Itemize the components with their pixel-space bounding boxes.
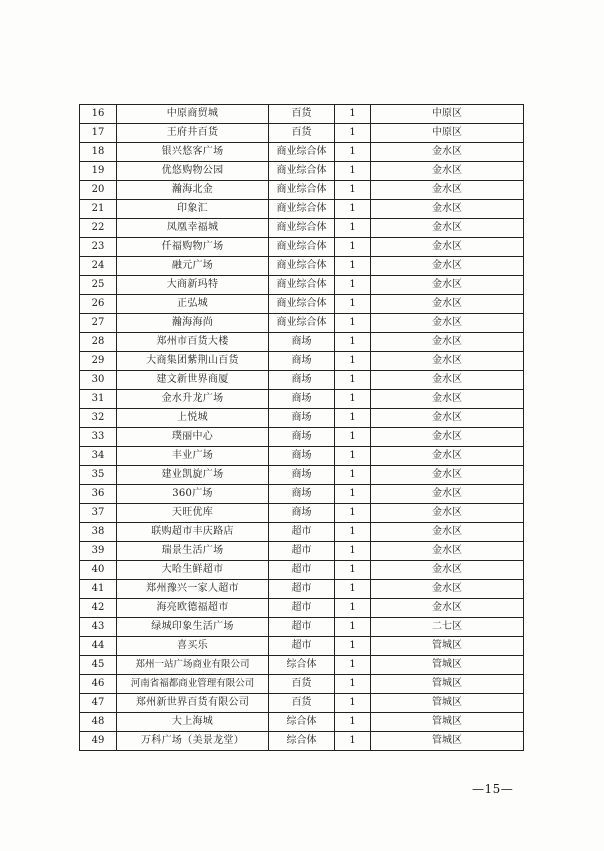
table-row — [80, 542, 524, 561]
store-name-cell: 喜买乐 — [117, 637, 269, 656]
district-cell: 金水区 — [371, 143, 524, 162]
row-number-cell: 48 — [80, 713, 117, 732]
count-cell: 1 — [335, 675, 371, 694]
row-number-cell: 21 — [80, 200, 117, 219]
district-cell: 金水区 — [371, 238, 524, 257]
district-cell: 金水区 — [371, 504, 524, 523]
store-name-cell: 大哈生鲜超市 — [117, 561, 269, 580]
row-number-cell: 33 — [80, 428, 117, 447]
row-number-cell: 18 — [80, 143, 117, 162]
table-row — [80, 618, 524, 637]
row-number-cell: 49 — [80, 732, 117, 751]
district-cell: 金水区 — [371, 181, 524, 200]
store-name-cell: 万科广场（美景龙堂） — [117, 732, 269, 751]
district-cell: 中原区 — [371, 124, 524, 143]
store-name-cell: 郑州新世界百货有限公司 — [117, 694, 269, 713]
count-cell: 1 — [335, 637, 371, 656]
store-type-cell: 商场 — [269, 390, 335, 409]
store-type-cell: 综合体 — [269, 732, 335, 751]
row-number-cell: 30 — [80, 371, 117, 390]
row-number-cell: 38 — [80, 523, 117, 542]
table-body — [80, 105, 524, 751]
table-row — [80, 181, 524, 200]
store-type-cell: 百货 — [269, 124, 335, 143]
store-type-cell: 商场 — [269, 466, 335, 485]
count-cell: 1 — [335, 390, 371, 409]
store-type-cell: 商业综合体 — [269, 295, 335, 314]
store-type-cell: 商场 — [269, 428, 335, 447]
row-number-cell: 40 — [80, 561, 117, 580]
table-row — [80, 599, 524, 618]
store-type-cell: 超市 — [269, 599, 335, 618]
count-cell: 1 — [335, 352, 371, 371]
district-cell: 金水区 — [371, 466, 524, 485]
store-name-cell: 大商集团紫荆山百货 — [117, 352, 269, 371]
row-number-cell: 47 — [80, 694, 117, 713]
row-number-cell: 34 — [80, 447, 117, 466]
district-cell: 二七区 — [371, 618, 524, 637]
row-number-cell: 35 — [80, 466, 117, 485]
count-cell: 1 — [335, 371, 371, 390]
store-type-cell: 商场 — [269, 447, 335, 466]
table-row — [80, 200, 524, 219]
table-row — [80, 409, 524, 428]
table-row — [80, 580, 524, 599]
row-number-cell: 31 — [80, 390, 117, 409]
district-cell: 金水区 — [371, 428, 524, 447]
store-type-cell: 百货 — [269, 675, 335, 694]
table-row — [80, 371, 524, 390]
table-row — [80, 466, 524, 485]
count-cell: 1 — [335, 409, 371, 428]
row-number-cell: 41 — [80, 580, 117, 599]
table-row — [80, 637, 524, 656]
store-name-cell: 仟福购物广场 — [117, 238, 269, 257]
district-cell: 金水区 — [371, 447, 524, 466]
row-number-cell: 32 — [80, 409, 117, 428]
district-cell: 金水区 — [371, 295, 524, 314]
table-row — [80, 713, 524, 732]
store-type-cell: 商业综合体 — [269, 162, 335, 181]
store-name-cell: 凤凰幸福城 — [117, 219, 269, 238]
store-type-cell: 商场 — [269, 504, 335, 523]
mall-list-table — [79, 104, 524, 751]
district-cell: 金水区 — [371, 257, 524, 276]
table-row — [80, 656, 524, 675]
district-cell: 金水区 — [371, 542, 524, 561]
count-cell: 1 — [335, 656, 371, 675]
store-name-cell: 璞丽中心 — [117, 428, 269, 447]
count-cell: 1 — [335, 143, 371, 162]
table-row — [80, 257, 524, 276]
row-number-cell: 37 — [80, 504, 117, 523]
count-cell: 1 — [335, 504, 371, 523]
district-cell: 金水区 — [371, 390, 524, 409]
table-row — [80, 124, 524, 143]
store-name-cell: 联购超市丰庆路店 — [117, 523, 269, 542]
district-cell: 金水区 — [371, 485, 524, 504]
table-row — [80, 333, 524, 352]
store-name-cell: 建业凯旋广场 — [117, 466, 269, 485]
count-cell: 1 — [335, 105, 371, 124]
district-cell: 中原区 — [371, 105, 524, 124]
store-name-cell: 河南省福都商业管理有限公司 — [117, 675, 269, 694]
count-cell: 1 — [335, 447, 371, 466]
row-number-cell: 27 — [80, 314, 117, 333]
table-row — [80, 485, 524, 504]
district-cell: 金水区 — [371, 219, 524, 238]
store-type-cell: 商业综合体 — [269, 276, 335, 295]
store-name-cell: 360广场 — [117, 485, 269, 504]
count-cell: 1 — [335, 314, 371, 333]
district-cell: 管城区 — [371, 675, 524, 694]
table-row — [80, 162, 524, 181]
district-cell: 管城区 — [371, 637, 524, 656]
store-name-cell: 金水升龙广场 — [117, 390, 269, 409]
store-type-cell: 超市 — [269, 637, 335, 656]
count-cell: 1 — [335, 618, 371, 637]
row-number-cell: 17 — [80, 124, 117, 143]
count-cell: 1 — [335, 200, 371, 219]
table-row — [80, 694, 524, 713]
row-number-cell: 44 — [80, 637, 117, 656]
store-name-cell: 郑州一站广场商业有限公司 — [117, 656, 269, 675]
district-cell: 金水区 — [371, 162, 524, 181]
count-cell: 1 — [335, 732, 371, 751]
table-row — [80, 504, 524, 523]
store-type-cell: 商场 — [269, 371, 335, 390]
store-type-cell: 商场 — [269, 352, 335, 371]
row-number-cell: 16 — [80, 105, 117, 124]
row-number-cell: 24 — [80, 257, 117, 276]
store-name-cell: 建文新世界商厦 — [117, 371, 269, 390]
store-type-cell: 商场 — [269, 333, 335, 352]
store-type-cell: 综合体 — [269, 713, 335, 732]
store-type-cell: 百货 — [269, 105, 335, 124]
store-type-cell: 综合体 — [269, 656, 335, 675]
table-row — [80, 314, 524, 333]
row-number-cell: 20 — [80, 181, 117, 200]
store-name-cell: 印象汇 — [117, 200, 269, 219]
store-name-cell: 银兴悠客广场 — [117, 143, 269, 162]
count-cell: 1 — [335, 523, 371, 542]
count-cell: 1 — [335, 181, 371, 200]
row-number-cell: 42 — [80, 599, 117, 618]
store-name-cell: 海亮欧德福超市 — [117, 599, 269, 618]
store-type-cell: 商业综合体 — [269, 181, 335, 200]
table-row — [80, 561, 524, 580]
count-cell: 1 — [335, 333, 371, 352]
count-cell: 1 — [335, 428, 371, 447]
row-number-cell: 43 — [80, 618, 117, 637]
table-row — [80, 428, 524, 447]
district-cell: 管城区 — [371, 713, 524, 732]
store-name-cell: 绿城印象生活广场 — [117, 618, 269, 637]
store-name-cell: 瀚海北金 — [117, 181, 269, 200]
table-row — [80, 352, 524, 371]
table-row — [80, 143, 524, 162]
row-number-cell: 26 — [80, 295, 117, 314]
store-type-cell: 商业综合体 — [269, 143, 335, 162]
count-cell: 1 — [335, 542, 371, 561]
store-type-cell: 超市 — [269, 542, 335, 561]
count-cell: 1 — [335, 219, 371, 238]
district-cell: 管城区 — [371, 694, 524, 713]
count-cell: 1 — [335, 466, 371, 485]
table-row — [80, 238, 524, 257]
store-name-cell: 优悠购物公园 — [117, 162, 269, 181]
store-type-cell: 超市 — [269, 618, 335, 637]
count-cell: 1 — [335, 694, 371, 713]
count-cell: 1 — [335, 276, 371, 295]
row-number-cell: 28 — [80, 333, 117, 352]
district-cell: 金水区 — [371, 561, 524, 580]
row-number-cell: 23 — [80, 238, 117, 257]
store-type-cell: 商业综合体 — [269, 314, 335, 333]
store-type-cell: 商业综合体 — [269, 200, 335, 219]
row-number-cell: 45 — [80, 656, 117, 675]
district-cell: 金水区 — [371, 352, 524, 371]
store-type-cell: 超市 — [269, 561, 335, 580]
district-cell: 金水区 — [371, 523, 524, 542]
store-name-cell: 王府井百货 — [117, 124, 269, 143]
district-cell: 金水区 — [371, 599, 524, 618]
district-cell: 金水区 — [371, 314, 524, 333]
row-number-cell: 39 — [80, 542, 117, 561]
store-name-cell: 大商新玛特 — [117, 276, 269, 295]
store-name-cell: 丰业广场 — [117, 447, 269, 466]
district-cell: 管城区 — [371, 656, 524, 675]
count-cell: 1 — [335, 162, 371, 181]
store-type-cell: 商业综合体 — [269, 257, 335, 276]
count-cell: 1 — [335, 561, 371, 580]
store-type-cell: 商业综合体 — [269, 219, 335, 238]
store-name-cell: 瑞景生活广场 — [117, 542, 269, 561]
table-row — [80, 105, 524, 124]
count-cell: 1 — [335, 295, 371, 314]
store-type-cell: 百货 — [269, 694, 335, 713]
row-number-cell: 36 — [80, 485, 117, 504]
table-row — [80, 523, 524, 542]
count-cell: 1 — [335, 485, 371, 504]
store-name-cell: 郑州市百货大楼 — [117, 333, 269, 352]
district-cell: 管城区 — [371, 732, 524, 751]
store-type-cell: 商场 — [269, 485, 335, 504]
store-name-cell: 上悦城 — [117, 409, 269, 428]
store-type-cell: 超市 — [269, 523, 335, 542]
table-row — [80, 675, 524, 694]
district-cell: 金水区 — [371, 276, 524, 295]
count-cell: 1 — [335, 599, 371, 618]
district-cell: 金水区 — [371, 200, 524, 219]
store-name-cell: 天旺优库 — [117, 504, 269, 523]
store-type-cell: 超市 — [269, 580, 335, 599]
count-cell: 1 — [335, 580, 371, 599]
district-cell: 金水区 — [371, 371, 524, 390]
table-row — [80, 732, 524, 751]
row-number-cell: 46 — [80, 675, 117, 694]
store-type-cell: 商场 — [269, 409, 335, 428]
count-cell: 1 — [335, 238, 371, 257]
table-row — [80, 276, 524, 295]
count-cell: 1 — [335, 713, 371, 732]
row-number-cell: 25 — [80, 276, 117, 295]
district-cell: 金水区 — [371, 580, 524, 599]
store-name-cell: 正弘城 — [117, 295, 269, 314]
store-name-cell: 中原商贸城 — [117, 105, 269, 124]
store-type-cell: 商业综合体 — [269, 238, 335, 257]
count-cell: 1 — [335, 124, 371, 143]
district-cell: 金水区 — [371, 409, 524, 428]
store-name-cell: 郑州豫兴一家人超市 — [117, 580, 269, 599]
district-cell: 金水区 — [371, 333, 524, 352]
table-row — [80, 295, 524, 314]
table-row — [80, 390, 524, 409]
page-number: —15— — [472, 782, 514, 796]
table-row — [80, 219, 524, 238]
row-number-cell: 29 — [80, 352, 117, 371]
row-number-cell: 19 — [80, 162, 117, 181]
table-row — [80, 447, 524, 466]
count-cell: 1 — [335, 257, 371, 276]
store-name-cell: 大上海城 — [117, 713, 269, 732]
row-number-cell: 22 — [80, 219, 117, 238]
store-name-cell: 瀚海海尚 — [117, 314, 269, 333]
store-name-cell: 融元广场 — [117, 257, 269, 276]
